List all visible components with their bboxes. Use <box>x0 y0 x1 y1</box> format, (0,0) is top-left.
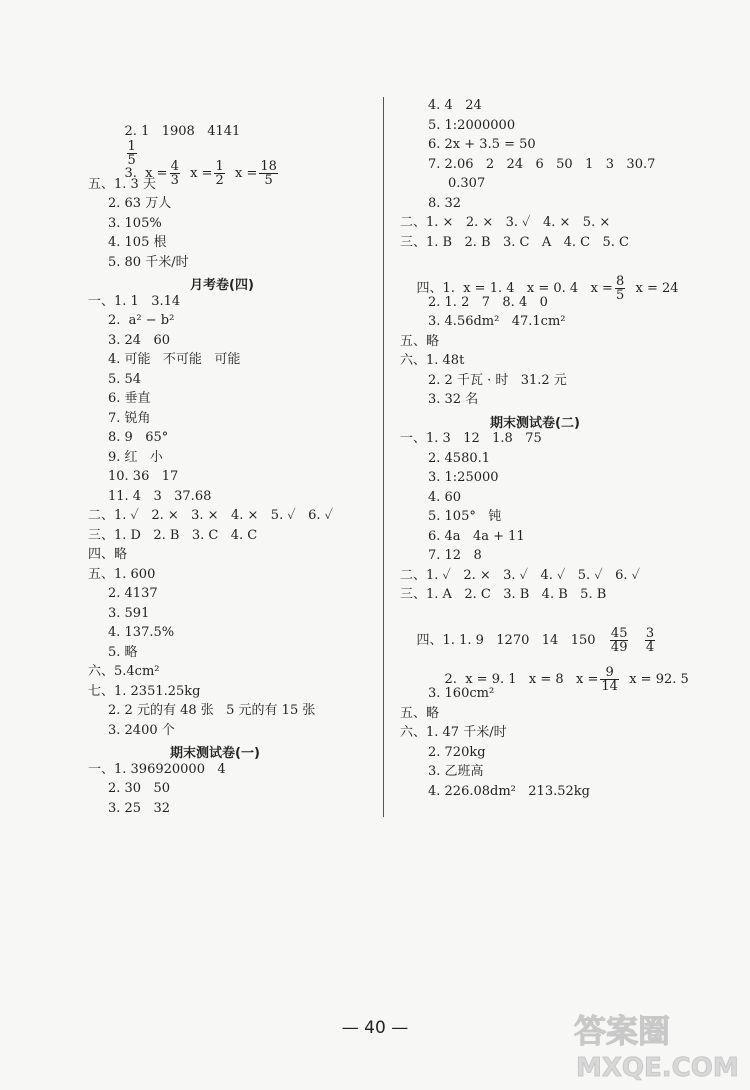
answer-line: 2. a² − b² <box>108 313 175 328</box>
answer-line: 5. 54 <box>108 372 142 387</box>
line-text: 2. x = 9. 1 x = 8 x = <box>444 672 599 687</box>
line-text: x = 92. 5 <box>620 672 689 687</box>
answer-line: 一、1. 3 12 1.8 75 <box>400 431 542 446</box>
fraction <box>214 160 224 187</box>
denominator: 5 <box>127 153 136 168</box>
line-text: x = <box>226 166 258 181</box>
line-text: x = 24 <box>627 281 679 296</box>
denominator: 5 <box>264 173 273 188</box>
answer-line: 2. 2 元的有 48 张 5 元的有 15 张 <box>108 703 316 718</box>
numerator: 1 <box>215 159 224 174</box>
answer-line: 二、1. × 2. × 3. ✓ 4. × 5. × <box>400 215 611 230</box>
answer-line: 3. 乙班高 <box>428 764 484 779</box>
section-heading: 月考卷(四) <box>190 278 254 293</box>
answer-line: 2. 1. 2 7 8. 4 0 <box>428 295 548 310</box>
numerator: 45 <box>610 626 628 641</box>
section-heading: 期末测试卷(二) <box>490 416 580 431</box>
denominator: 2 <box>215 173 224 188</box>
line-text: 3. x = <box>124 166 168 181</box>
answer-line: 7. 锐角 <box>108 411 151 426</box>
answer-line: 2. 4137 <box>108 586 158 601</box>
line-text: x = <box>181 166 213 181</box>
answer-line: 7. 2.06 2 24 6 50 1 3 30.7 <box>428 157 656 172</box>
fraction <box>600 666 619 693</box>
line-text: 四、1. 1. 9 1270 14 150 <box>416 633 596 648</box>
answer-line: 6. 2x + 3.5 = 50 <box>428 137 536 152</box>
answer-line: 5. 80 千米/时 <box>108 255 189 270</box>
denominator: 5 <box>615 288 625 303</box>
denominator: 14 <box>601 679 618 694</box>
fraction <box>259 160 278 187</box>
answer-line: 3. 591 <box>108 606 150 621</box>
answer-line: 七、1. 2351.25kg <box>88 684 201 699</box>
answer-line: 6. 垂直 <box>108 391 151 406</box>
numerator: 3 <box>645 626 655 641</box>
answer-line: 五、1. 3 天 <box>88 177 156 192</box>
answer-line: 5. 略 <box>108 645 138 660</box>
denominator: 49 <box>610 640 628 655</box>
answer-line: 3. 2400 个 <box>108 723 175 738</box>
svg-text:MXQE.COM: MXQE.COM <box>576 1053 739 1083</box>
answer-line: 11. 4 3 37.68 <box>108 489 212 504</box>
watermark-logo <box>570 1004 740 1084</box>
numerator: 1 <box>127 139 136 154</box>
numerator: 18 <box>260 159 277 174</box>
answer-line: 三、1. D 2. B 3. C 4. C <box>88 528 258 543</box>
answer-line: 4. 105 根 <box>108 235 167 250</box>
answer-line: 8. 32 <box>428 196 462 211</box>
answer-line: 三、1. B 2. B 3. C A 4. C 5. C <box>400 235 629 250</box>
denominator: 3 <box>170 173 179 188</box>
answer-line: 10. 36 17 <box>108 469 179 484</box>
answer-line: 五、略 <box>400 706 440 721</box>
answer-line: 2. 4580.1 <box>428 451 491 466</box>
answer-line: 2. 63 万人 <box>108 196 172 211</box>
answer-line: 8. 9 65° <box>108 430 169 445</box>
answer-line: 3. 32 名 <box>428 392 479 407</box>
answer-line: 六、1. 47 千米/时 <box>400 725 507 740</box>
answer-line: 4. 4 24 <box>428 98 482 113</box>
answer-line: 4. 60 <box>428 490 462 505</box>
answer-line: 4. 可能 不可能 可能 <box>108 352 241 367</box>
fraction <box>615 275 625 302</box>
watermark-icon <box>570 1004 740 1084</box>
svg-text:答案圈: 答案圈 <box>574 1012 671 1050</box>
page-number: — 40 — <box>341 1018 409 1038</box>
answer-line <box>108 144 280 203</box>
answer-line: 5. 1:2000000 <box>428 118 516 133</box>
answer-line: 9. 红 小 <box>108 450 163 465</box>
answer-line: 5. 105° 钝 <box>428 509 502 524</box>
denominator: 4 <box>645 640 655 655</box>
answer-line: 7. 12 8 <box>428 548 482 563</box>
answer-line: 3. 1:25000 <box>428 470 499 485</box>
answer-line: 五、1. 600 <box>88 567 156 582</box>
answer-line: 4. 137.5% <box>108 625 175 640</box>
line-text: 四、1. x = 1. 4 x = 0. 4 x = <box>416 281 613 296</box>
column-divider <box>383 97 384 817</box>
answer-line: 五、略 <box>400 334 440 349</box>
answer-line: 六、1. 48t <box>400 353 465 368</box>
answer-line: 一、1. 396920000 4 <box>88 762 226 777</box>
answer-line: 2. 30 50 <box>108 781 171 796</box>
numerator: 4 <box>170 159 179 174</box>
answer-line: 3. 25 32 <box>108 801 171 816</box>
answer-line: 2. 2 千瓦 · 时 31.2 元 <box>428 373 567 388</box>
line-text: 2. 1 1908 4141 <box>124 124 241 139</box>
answer-line: 6. 4a 4a + 11 <box>428 529 525 544</box>
answer-line: 六、5.4cm² <box>88 664 160 679</box>
answer-line: 二、1. ✓ 2. × 3. ✓ 4. ✓ 5. ✓ 6. ✓ <box>400 568 641 583</box>
numerator: 9 <box>600 666 619 680</box>
numerator: 8 <box>615 274 625 289</box>
answer-line: 2. 720kg <box>428 745 486 760</box>
answer-line: 三、1. A 2. C 3. B 4. B 5. B <box>400 587 607 602</box>
answer-line: 二、1. ✓ 2. × 3. × 4. × 5. ✓ 6. ✓ <box>88 508 334 523</box>
answer-line: 3. 4.56dm² 47.1cm² <box>428 314 566 329</box>
answer-line: 4. 226.08dm² 213.52kg <box>428 784 590 799</box>
answer-line: 3. 105% <box>108 216 162 231</box>
answer-line: 一、1. 1 3.14 <box>88 294 181 309</box>
answer-line: 3. 24 60 <box>108 333 171 348</box>
fraction <box>170 160 180 187</box>
answer-line: 四、略 <box>88 547 128 562</box>
section-heading: 期末测试卷(一) <box>170 746 260 761</box>
answer-line: 0.307 <box>448 176 486 191</box>
answer-line: 3. 160cm² <box>428 686 495 701</box>
